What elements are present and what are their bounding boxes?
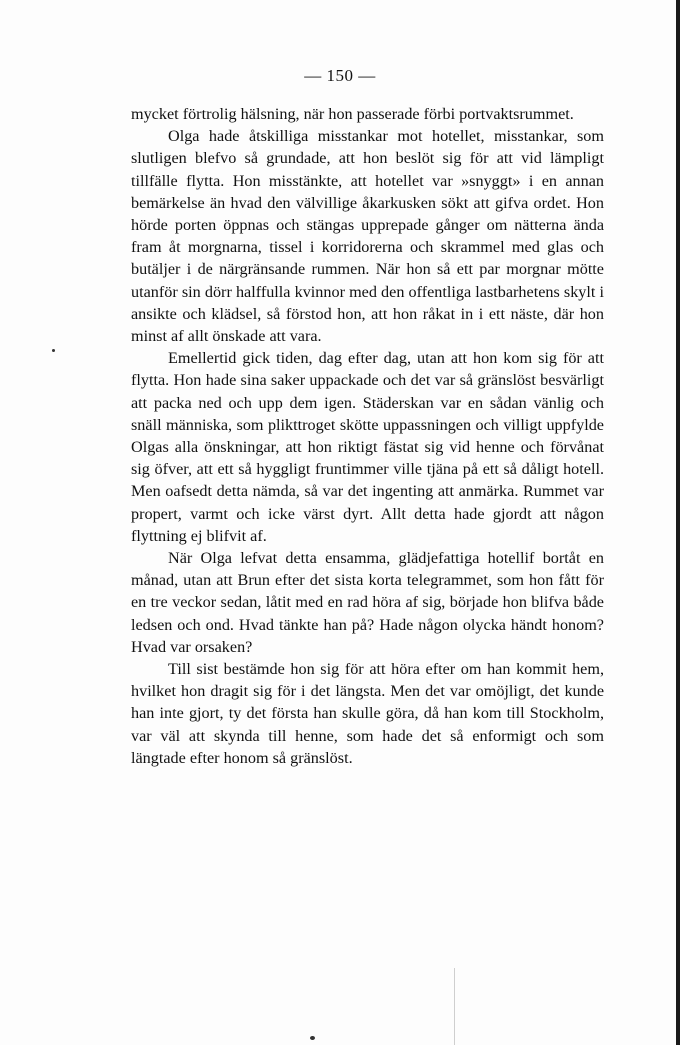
paragraph-2: Olga hade åtskilliga misstankar mot hotellet, misstankar, som slutligen blefvo så grundade, att hon beslöt sig för att vid lämpligt tillfälle flytta. Hon misstänkte, att hotellet var »snyggt» i en annan bemärkelse än hvad den välvillige åkarkusken sökt att gifva ordet. Hon hörde porten öppnas och stängas upprepade gånger om nätterna ända fram åt morgnarna, tissel i korridorerna och skrammel med glas och butäljer i de närgränsande rummen. När hon så ett par morgnar mötte utanför sin dörr halffulla kvinnor med den offentliga lastbarhetens skylt i ansikte och klädsel, så förstod hon, att hon råkat in i ett näste, där hon minst af allt önskade att vara. [131, 127, 604, 346]
paragraph-4: När Olga lefvat detta ensamma, glädjefattiga hotellif bortåt en månad, utan att Brun efter det sista korta telegrammet, som hon fått för en tre veckor sedan, låtit med en rad höra af sig, började hon blifva både ledsen och ond. Hvad tänkte han på? Hade någon olycka händt honom? Hvad var orsaken? [131, 549, 604, 656]
scan-artifact-line [454, 968, 455, 1045]
paragraph-3: Emellertid gick tiden, dag efter dag, utan att hon kom sig för att flytta. Hon hade sina saker uppackade och det var så gränslöst besvärligt att packa ned och upp dem igen. Städerskan var en sådan vänlig och snäll människa, som plikttroget skötte uppassningen och villigt uppfylde Olgas alla önskningar, att hon riktigt fästat sig vid henne och förvånat sig öfver, att ett så hyggligt fruntimmer ville tjäna på ett så dåligt hotell. Men oafsedt detta nämda, så var det ingenting att anmärka. Rummet var propert, varmt och icke värst dyrt. Allt detta hade gjordt att någon flyttning ej blifvit af. [131, 349, 604, 545]
paragraph-5: Till sist bestämde hon sig för att höra efter om han kommit hem, hvilket hon dragit sig för i det längsta. Men det var omöjligt, det kunde han inte gjort, ty det första han skulle göra, då han kom till Stockholm, var väl att skynda till henne, som hade det så enformigt och som längtade efter honom så gränslöst. [131, 660, 604, 767]
ink-mark [310, 1036, 315, 1040]
scan-edge [676, 0, 680, 1045]
paragraph-1: mycket förtrolig hälsning, när hon passerade förbi portvaktsrummet. [131, 105, 574, 123]
body-text [131, 103, 604, 769]
page-number: — 150 — [304, 66, 376, 85]
ink-speck [52, 349, 55, 352]
